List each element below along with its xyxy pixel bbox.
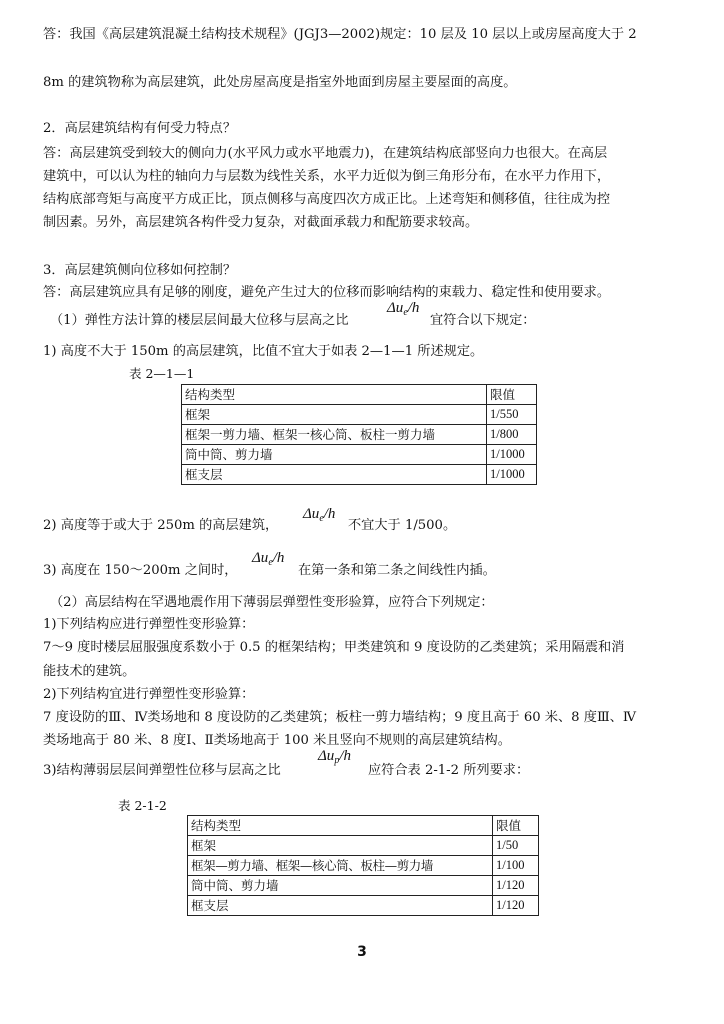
rule-2-item-2: 2)下列结构宜进行弹塑性变形验算： xyxy=(43,687,255,702)
table-cell: 1/1000 xyxy=(487,465,537,485)
table-cell: 框支层 xyxy=(188,896,493,916)
rule-2-item-1-detail-2: 能技术的建筑。 xyxy=(43,664,136,679)
rule-1-text-b: 宜符合以下规定： xyxy=(430,313,536,328)
answer-1-line-2: 8m 的建筑物称为高层建筑，此处房屋高度是指室外地面到房屋主要屋面的高度。 xyxy=(43,75,517,90)
table-row xyxy=(188,896,539,916)
table-cell: 框架 xyxy=(182,405,487,425)
rule-2-item-1-detail-1: 7～9 度时楼层屈服强度系数小于 0.5 的框架结构；甲类建筑和 9 度设防的乙类建筑；采用隔震和消 xyxy=(43,640,625,655)
rule-2-item-2-detail-2: 类场地高于 80 米、8 度Ⅰ、Ⅱ类场地高于 100 米且竖向不规则的高层建筑结构。 xyxy=(43,733,511,748)
rule-2-item-3-a: 3)结构薄弱层层间弹塑性位移与层高之比 xyxy=(43,763,281,778)
ratio-formula-up: $\Delta u_p/h$ xyxy=(318,748,351,766)
table-1 xyxy=(181,384,537,485)
rule-1-item-1: 1) 高度不大于 150m 的高层建筑，比值不宜大于如表 2—1—1 所述规定。 xyxy=(43,344,484,359)
table-1-caption: 表 2—1—1 xyxy=(129,366,195,381)
table-cell: 框架 xyxy=(188,836,493,856)
rule-2-item-1: 1)下列结构应进行弹塑性变形验算： xyxy=(43,617,255,632)
table-row xyxy=(188,816,539,836)
answer-1-line-1: 答：我国《高层建筑混凝土结构技术规程》(JGJ3—2002)规定：10 层及 10 层以上或房屋高度大于 2 xyxy=(43,27,637,42)
answer-2-line-4: 制因素。另外，高层建筑各构件受力复杂，对截面承载力和配筋要求较高。 xyxy=(43,215,479,230)
table-cell: 1/550 xyxy=(487,405,537,425)
rule-2-heading: （2）高层结构在罕遇地震作用下薄弱层弹塑性变形验算，应符合下列规定： xyxy=(50,595,494,610)
table-row xyxy=(182,445,537,465)
answer-2-line-3: 结构底部弯矩与高度平方成正比，顶点侧移与高度四次方成正比。上述弯矩和侧移值，往往成为控 xyxy=(43,192,611,207)
rule-1-item-2-b: 不宜大于 1/500。 xyxy=(348,518,457,533)
answer-2-line-1: 答：高层建筑受到较大的侧向力(水平风力或水平地震力)，在建筑结构底部竖向力也很大。在高层 xyxy=(43,146,608,161)
answer-2-line-2: 建筑中，可以认为柱的轴向力与层数为线性关系，水平力近似为倒三角形分布，在水平力作用下， xyxy=(43,169,611,184)
table-row xyxy=(182,385,537,405)
table-cell: 筒中筒、剪力墙 xyxy=(182,445,487,465)
table-header-cell: 结构类型 xyxy=(182,385,487,405)
rule-1-item-3-a: 3) 高度在 150～200m 之间时， xyxy=(43,563,238,578)
table-row xyxy=(188,836,539,856)
table-row xyxy=(188,856,539,876)
table-cell: 筒中筒、剪力墙 xyxy=(188,876,493,896)
table-row xyxy=(182,465,537,485)
table-cell: 1/800 xyxy=(487,425,537,445)
rule-1-item-3-b: 在第一条和第二条之间线性内插。 xyxy=(298,563,496,578)
table-row xyxy=(182,425,537,445)
table-cell: 1/1000 xyxy=(487,445,537,465)
rule-1-item-2-a: 2) 高度等于或大于 250m 的高层建筑， xyxy=(43,518,279,533)
table-cell: 框支层 xyxy=(182,465,487,485)
table-cell: 1/120 xyxy=(493,896,539,916)
table-cell: 框架一剪力墙、框架一核心筒、板柱一剪力墙 xyxy=(182,425,487,445)
table-header-cell: 结构类型 xyxy=(188,816,493,836)
table-2 xyxy=(187,815,539,916)
rule-1-text-a: （1）弹性方法计算的楼层层间最大位移与层高之比 xyxy=(50,313,349,328)
table-header-cell: 限值 xyxy=(487,385,537,405)
table-header-cell: 限值 xyxy=(493,816,539,836)
table-cell: 1/100 xyxy=(493,856,539,876)
table-2-caption: 表 2-1-2 xyxy=(118,798,167,813)
question-3-heading: 3．高层建筑侧向位移如何控制？ xyxy=(43,263,237,278)
ratio-formula-ue: $\Delta u_e/h$ xyxy=(387,300,420,318)
question-2-heading: 2．高层建筑结构有何受力特点？ xyxy=(43,121,237,136)
ratio-formula-ue: $\Delta u_e/h$ xyxy=(303,506,336,524)
table-cell: 框架—剪力墙、框架—核心筒、板柱—剪力墙 xyxy=(188,856,493,876)
page-number: 3 xyxy=(357,944,367,960)
rule-2-item-3-b: 应符合表 2-1-2 所列要求： xyxy=(368,763,530,778)
table-cell: 1/50 xyxy=(493,836,539,856)
table-row xyxy=(182,405,537,425)
rule-2-item-2-detail-1: 7 度设防的Ⅲ、Ⅳ类场地和 8 度设防的乙类建筑；板柱一剪力墙结构；9 度且高于 60 米、8 度Ⅲ、Ⅳ xyxy=(43,710,637,725)
table-cell: 1/120 xyxy=(493,876,539,896)
answer-3-line-1: 答：高层建筑应具有足够的刚度，避免产生过大的位移而影响结构的束载力、稳定性和使用要求。 xyxy=(43,285,611,300)
ratio-formula-ue: $\Delta u_e/h$ xyxy=(252,550,285,568)
table-row xyxy=(188,876,539,896)
